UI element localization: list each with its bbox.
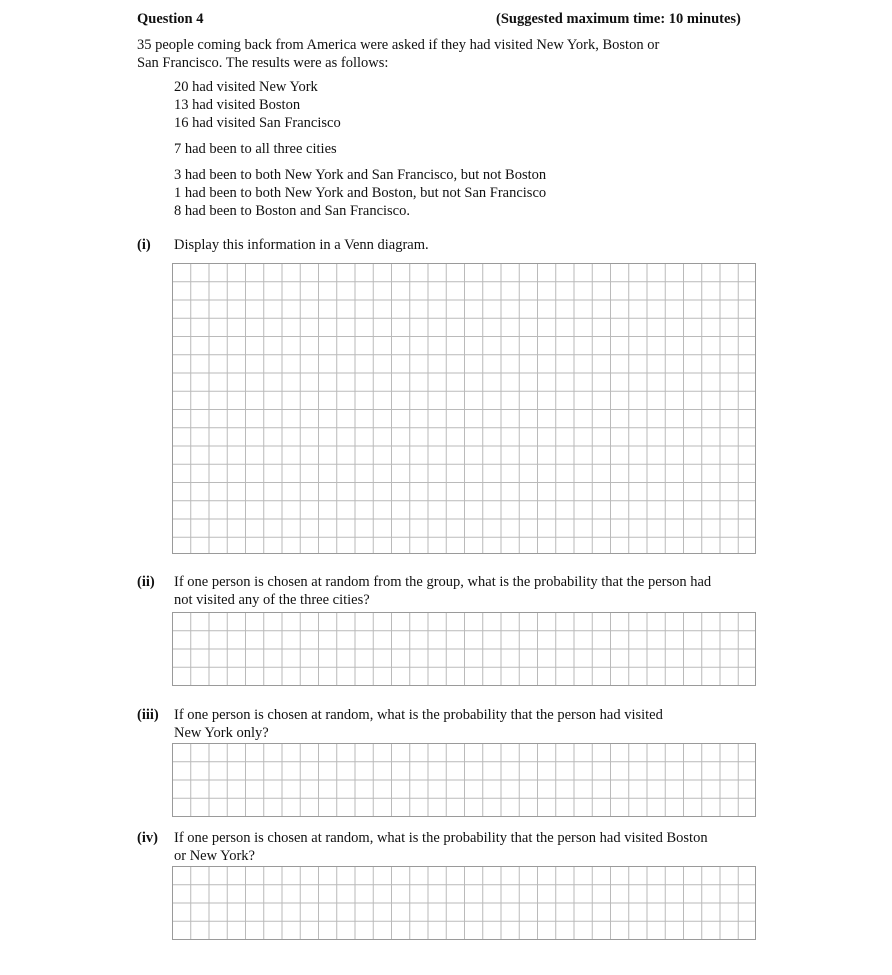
answer-grid-i[interactable] [172,263,756,554]
part-iii-label: (iii) [137,707,159,723]
part-iv-line-1: If one person is chosen at random, what is the probability that the person had visited Boston [174,830,708,846]
intro-line-2: San Francisco. The results were as follows: [137,55,389,71]
part-iii-text [174,706,764,742]
part-i-line-1: Display this information in a Venn diagram. [174,237,429,253]
question-title: Question 4 [137,11,204,27]
part-iii-line-1: If one person is chosen at random, what is the probability that the person had visited [174,707,663,723]
part-iv-line-2: or New York? [174,848,255,864]
suggested-time: (Suggested maximum time: 10 minutes) [496,11,741,27]
part-ii-line-1: If one person is chosen at random from the group, what is the probability that the person had [174,574,712,590]
fact-ny-boston-not-sf: 1 had been to both New York and Boston, but not San Francisco [174,185,547,201]
fact-san-francisco: 16 had visited San Francisco [174,115,341,131]
fact-boston: 13 had visited Boston [174,97,301,113]
facts-list [174,78,546,220]
part-i-label: (i) [137,237,151,253]
part-i-text [174,236,764,254]
fact-boston-sf: 8 had been to Boston and San Francisco. [174,203,410,219]
fact-new-york: 20 had visited New York [174,79,318,95]
part-ii-line-2: not visited any of the three cities? [174,592,370,608]
part-iii-line-2: New York only? [174,725,269,741]
part-ii-label: (ii) [137,574,155,590]
question-intro [137,36,737,72]
answer-grid-iv[interactable] [172,866,756,940]
intro-line-1: 35 people coming back from America were asked if they had visited New York, Boston or [137,37,660,53]
fact-all-three: 7 had been to all three cities [174,141,337,157]
fact-ny-sf-not-boston: 3 had been to both New York and San Francisco, but not Boston [174,167,547,183]
part-ii-text [174,573,764,609]
part-iv-text [174,829,764,865]
answer-grid-ii[interactable] [172,612,756,686]
answer-grid-iii[interactable] [172,743,756,817]
part-iv-label: (iv) [137,830,158,846]
